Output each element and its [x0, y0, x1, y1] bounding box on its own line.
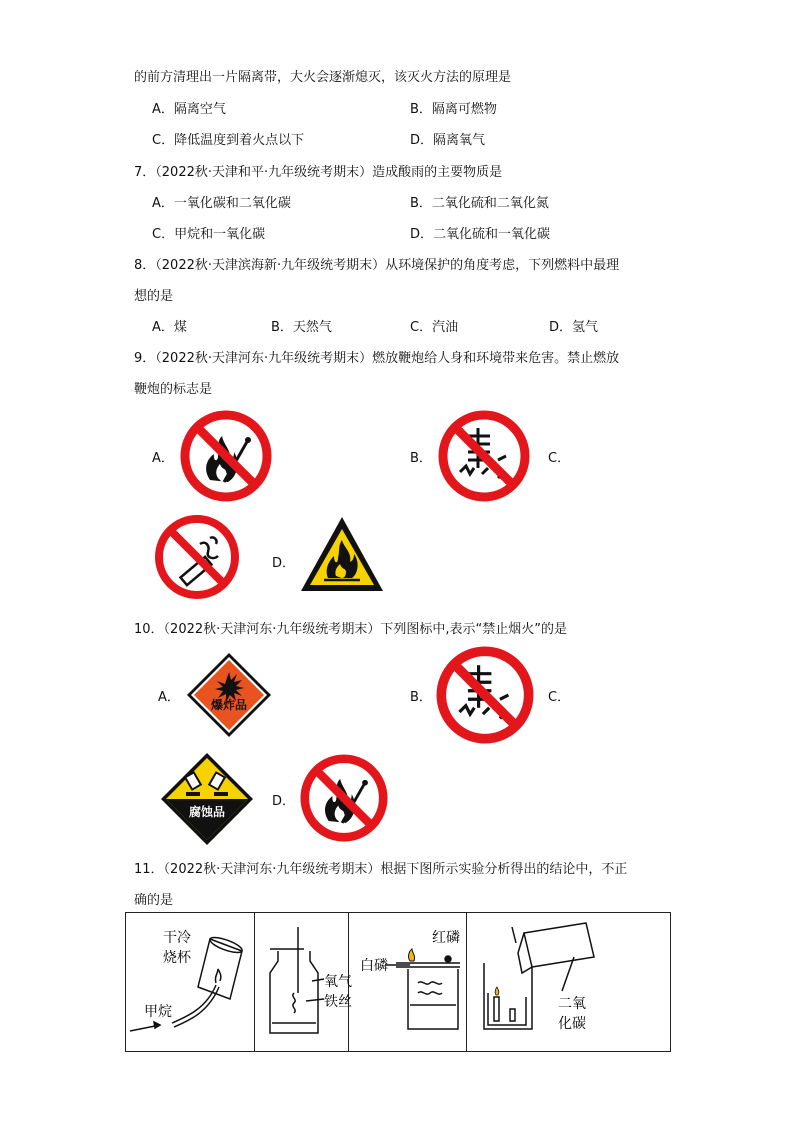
oxygen-label: 氧气	[324, 974, 352, 990]
q8-option-c[interactable]: C．汽油	[410, 320, 459, 335]
q9-label-d[interactable]: D．	[272, 556, 296, 571]
flammable-warning-sign[interactable]	[298, 514, 386, 594]
q9-label-c[interactable]: C．	[548, 451, 571, 466]
explosive-warning-sign[interactable]	[186, 652, 272, 738]
q8-option-d[interactable]: D．氢气	[549, 320, 599, 335]
q6-option-d[interactable]: D．隔离氧气	[410, 133, 486, 148]
q6-option-b[interactable]: B．隔离可燃物	[410, 102, 497, 117]
q10-stem: 10．（2022秋·天津河东·九年级统考期末）下列图标中,表示“禁止烟火”的是	[134, 622, 567, 637]
q10-label-b[interactable]: B．	[410, 690, 432, 705]
q11-stem-line2: 确的是	[134, 893, 174, 908]
methane-label: 甲烷	[144, 1004, 172, 1020]
q6-stem: 的前方清理出一片隔离带，大火会逐渐熄灭，该灭火方法的原理是	[134, 70, 512, 85]
corrosive-warning-sign[interactable]	[160, 752, 254, 846]
no-firecrackers-sign[interactable]	[438, 410, 530, 502]
co2-label-2: 化碳	[558, 1016, 586, 1032]
no-fire-sign[interactable]	[180, 410, 272, 502]
q9-label-a[interactable]: A．	[152, 451, 174, 466]
q8-stem-line1: 8．（2022秋·天津滨海新·九年级统考期末）从环境保护的角度考虑，下列燃料中最理	[134, 258, 620, 273]
q7-option-c[interactable]: C．甲烷和一氧化碳	[152, 227, 266, 242]
experiment-figure	[125, 912, 671, 1052]
q6-option-c[interactable]: C．降低温度到着火点以下	[152, 133, 305, 148]
q10-label-d[interactable]: D．	[272, 794, 296, 809]
q11-stem-line1: 11．（2022秋·天津河东·九年级统考期末）根据下图所示实验分析得出的结论中，不正	[134, 862, 628, 877]
corrosive-label: 腐蚀品	[188, 805, 226, 819]
experiment-co2-candles	[466, 913, 670, 1051]
q10-label-c[interactable]: C．	[548, 690, 571, 705]
cold-beaker-label-2: 烧杯	[163, 950, 191, 966]
q9-stem-line1: 9．（2022秋·天津河东·九年级统考期末）燃放鞭炮给人身和环境带来危害。禁止燃放	[134, 351, 620, 366]
no-fire-sign-2[interactable]	[300, 754, 388, 842]
red-phosphorus-label: 红磷	[432, 930, 460, 946]
no-smoking-sign[interactable]	[154, 514, 240, 600]
white-phosphorus-label: 白磷	[360, 958, 388, 974]
experiment-phosphorus	[348, 913, 467, 1051]
no-firecrackers-sign-2[interactable]	[436, 646, 534, 744]
explosive-label: 爆炸品	[210, 698, 248, 712]
q8-stem-line2: 想的是	[134, 289, 174, 304]
q10-label-a[interactable]: A．	[158, 690, 180, 705]
q7-option-d[interactable]: D．二氧化硫和一氧化碳	[410, 227, 551, 242]
q7-option-a[interactable]: A．一氧化碳和二氧化碳	[152, 196, 291, 211]
cold-beaker-label-1: 干冷	[163, 930, 191, 946]
co2-label-1: 二氧	[558, 996, 586, 1012]
experiment-methane	[126, 913, 255, 1051]
q6-option-a[interactable]: A．隔离空气	[152, 102, 226, 117]
experiment-iron-oxygen	[254, 913, 352, 1051]
q9-label-b[interactable]: B．	[410, 451, 432, 466]
q7-option-b[interactable]: B．二氧化硫和二氧化氮	[410, 196, 549, 211]
q7-stem: 7．（2022秋·天津和平·九年级统考期末）造成酸雨的主要物质是	[134, 165, 503, 180]
q8-option-b[interactable]: B．天然气	[271, 320, 332, 335]
q9-stem-line2: 鞭炮的标志是	[134, 382, 213, 397]
iron-wire-label: 铁丝	[324, 994, 352, 1010]
q8-option-a[interactable]: A．煤	[152, 320, 187, 335]
